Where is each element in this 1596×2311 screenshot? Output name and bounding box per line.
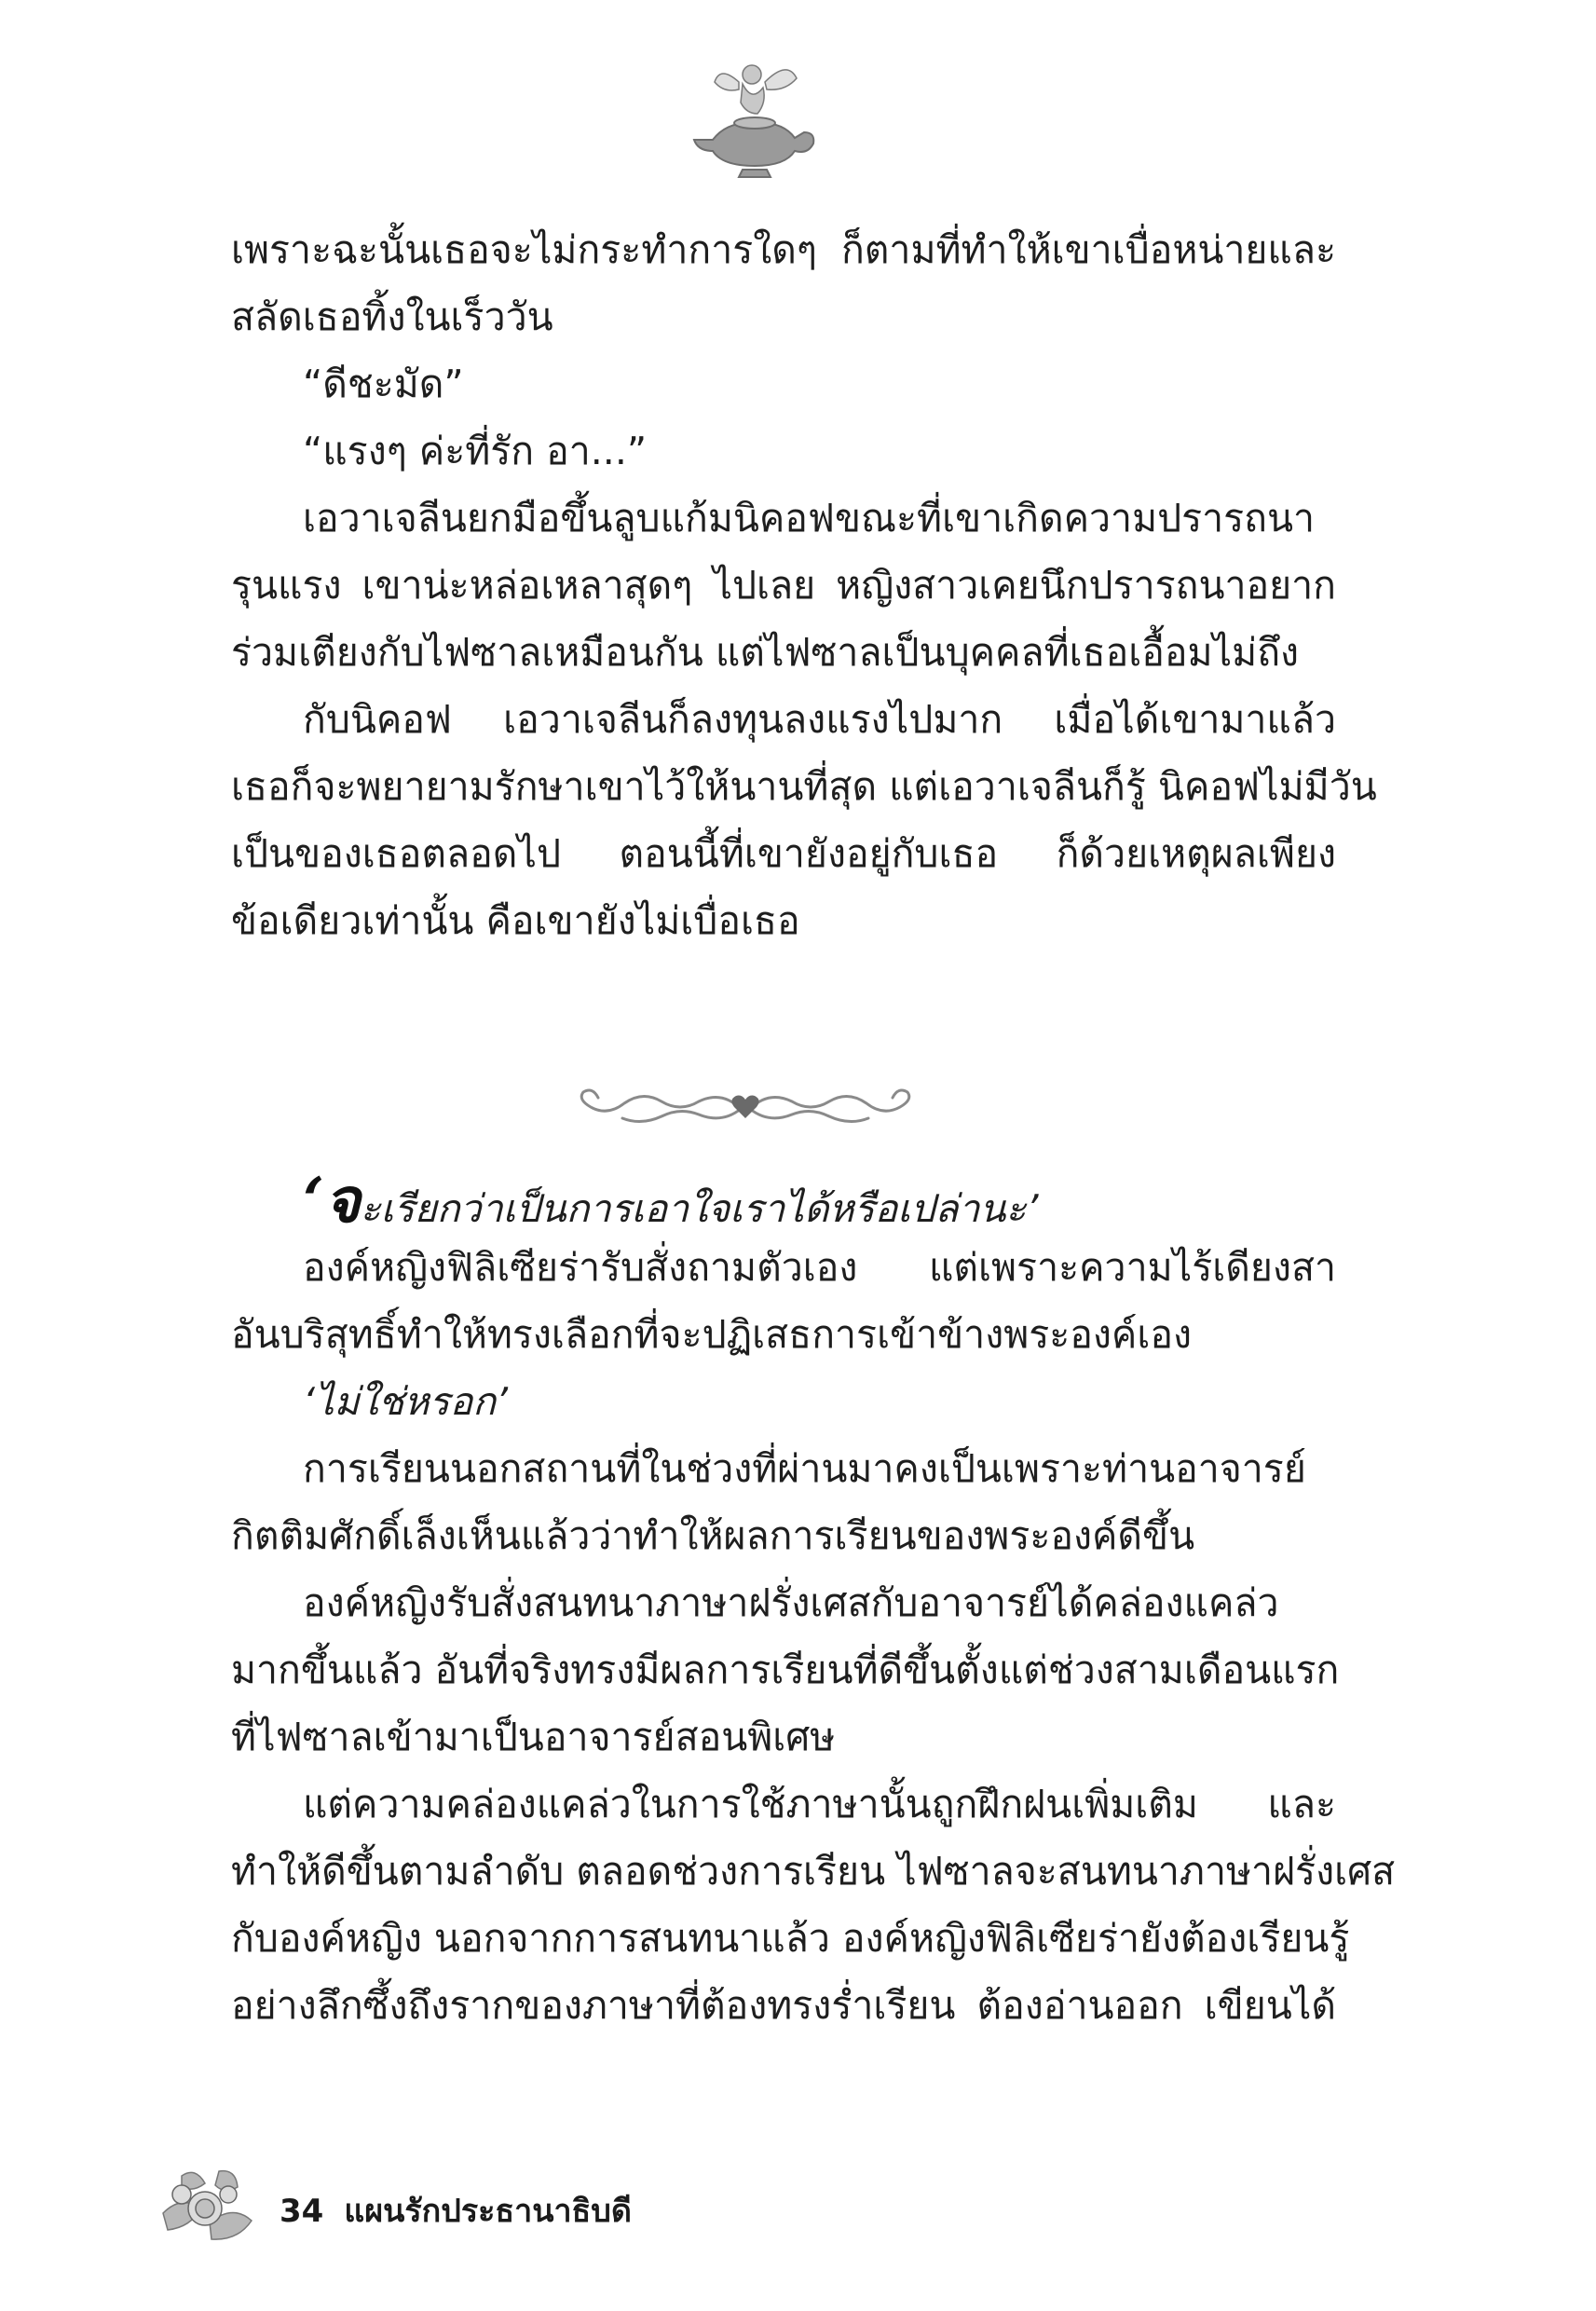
text-line: เธอก็จะพยายามรักษาเขาไว้ให้นานที่สุด แต่เอวาเจลีนก็รู้ นิคอฟไม่มีวัน (231, 764, 1377, 809)
book-title: แผนรักประธานาธิบดี (344, 2193, 632, 2230)
text-line: “แรงๆ ค่ะที่รัก อา...” (303, 429, 648, 473)
text-line: ร่วมเตียงกับไฟซาลเหมือนกัน แต่ไฟซาลเป็นบุคคลที่เธอเอื้อมไม่ถึง (231, 630, 1300, 675)
page-number: 34 (280, 2193, 324, 2230)
page-footer (154, 2157, 713, 2250)
text-line: สลัดเธอทิ้งในเร็ววัน (231, 294, 553, 339)
text-line: ที่ไฟซาลเข้ามาเป็นอาจารย์สอนพิเศษ (231, 1715, 836, 1759)
text-line: ทำให้ดีขึ้นตามลำดับ ตลอดช่วงการเรียน ไฟซาลจะสนทนาภาษาฝรั่งเศส (231, 1849, 1396, 1894)
text-line: การเรียนนอกสถานที่ในช่วงที่ผ่านมาคงเป็นเพราะท่านอาจารย์ (303, 1446, 1306, 1491)
text-line: เป็นของเธอตลอดไป ตอนนี้ที่เขายังอยู่กับเธอ ก็ด้วยเหตุผลเพียง (231, 831, 1336, 876)
text-line: กับองค์หญิง นอกจากการสนทนาแล้ว องค์หญิงฟิลิเซียร่ายังต้องเรียนรู้ (231, 1916, 1350, 1961)
dropcap-letter: จ (323, 1164, 361, 1237)
text-line: ‘ไม่ใช่หรอก’ (303, 1379, 509, 1424)
dropcap-quote: ‘ (303, 1164, 324, 1237)
text-line: ข้อเดียวเท่านั้น คือเขายังไม่เบื่อเธอ (231, 898, 800, 943)
text-line: อย่างลึกซึ้งถึงรากของภาษาที่ต้องทรงร่ำเรียน ต้องอ่านออก เขียนได้ (231, 1983, 1336, 2028)
lamp-with-cupid-icon (685, 47, 825, 186)
text-line: รุนแรง เขาน่ะหล่อเหลาสุดๆ ไปเลย หญิงสาวเคยนึกปรารถนาอยาก (231, 563, 1336, 608)
text-line: อันบริสุทธิ์ทำให้ทรงเลือกที่จะปฏิเสธการเข้าข้างพระองค์เอง (231, 1312, 1193, 1357)
text-line: องค์หญิงรับสั่งสนทนาภาษาฝรั่งเศสกับอาจารย์ได้คล่องแคล่ว (303, 1580, 1279, 1625)
text-line: แต่ความคล่องแคล่วในการใช้ภาษานั้นถูกฝึกฝนเพิ่มเติม และ (303, 1782, 1336, 1826)
heart-scroll-divider-icon (550, 1081, 941, 1137)
text-line: องค์หญิงฟิลิเซียร่ารับสั่งถามตัวเอง แต่เพราะความไร้เดียงสา (303, 1245, 1336, 1290)
text-line: เอวาเจลีนยกมือขึ้นลูบแก้มนิคอฟขณะที่เขาเกิดความปรารถนา (303, 496, 1316, 540)
text-line: “ดีชะมัด” (303, 362, 464, 406)
body-text-top (231, 216, 1377, 954)
text-line: กิตติมศักดิ์เล็งเห็นแล้วว่าทำให้ผลการเรียนของพระองค์ดีขึ้น (231, 1513, 1195, 1558)
flower-bouquet-icon (154, 2157, 256, 2250)
footer-text (280, 2185, 652, 2236)
body-text-bottom (231, 1164, 1396, 2039)
section-opening-line (231, 1164, 1336, 1237)
text-line: เพราะฉะนั้นเธอจะไม่กระทำการใดๆ ก็ตามที่ทำให้เขาเบื่อหน่ายและ (231, 227, 1336, 272)
text-line: กับนิคอฟ เอวาเจลีนก็ลงทุนลงแรงไปมาก เมื่อได้เขามาแล้ว (303, 697, 1336, 742)
text-line: มากขึ้นแล้ว อันที่จริงทรงมีผลการเรียนที่ดีขึ้นตั้งแต่ช่วงสามเดือนแรก (231, 1648, 1340, 1692)
section-opening-rest: ะเรียกว่าเป็นการเอาใจเราได้หรือเปล่านะ’ (360, 1186, 1039, 1231)
